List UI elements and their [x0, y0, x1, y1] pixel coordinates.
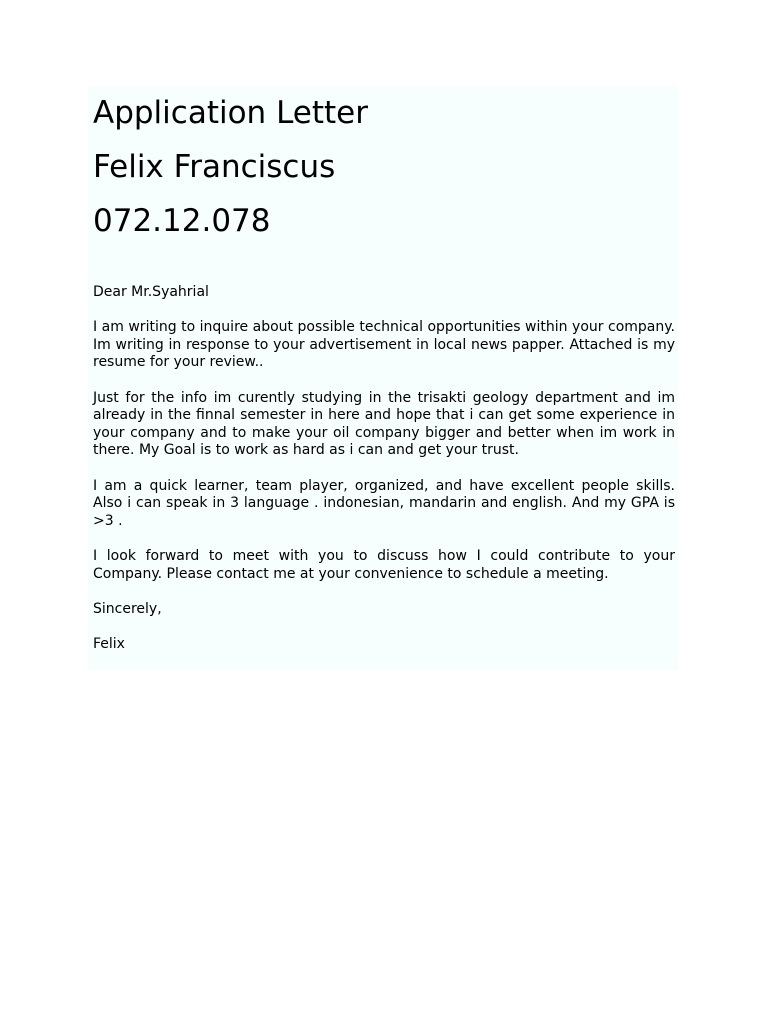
applicant-id-number: 072.12.078: [93, 203, 271, 239]
letter-body: [93, 284, 675, 671]
signature: Felix: [93, 635, 125, 652]
paragraph-intro: I am writing to inquire about possible technical opportunities within your company. Im writing in response to your advertisement in local news papper. Attached is my resume for your review..: [93, 319, 675, 371]
salutation: Dear Mr.Syahrial: [93, 284, 209, 300]
paragraph-skills: I am a quick learner, team player, organized, and have excellent people skills. Also i can speak in 3 language . indonesian, mandarin and english. And my GPA is >3 .: [93, 477, 675, 529]
paragraph-background: Just for the info im curently studying in the trisakti geology department and im already in the finnal semester in here and hope that i can get some experience in your company and to make your oil company bigger and better when im work in there. My Goal is to work as hard as i can and get your trust.: [93, 389, 675, 459]
applicant-name: Felix Franciscus: [93, 149, 336, 185]
document-title: Application Letter: [93, 95, 368, 131]
closing: Sincerely,: [93, 600, 162, 617]
paragraph-closing-request: I look forward to meet with you to discuss how I could contribute to your Company. Please contact me at your convenience to schedule a meeting.: [93, 547, 675, 582]
letter-block: [88, 86, 678, 670]
